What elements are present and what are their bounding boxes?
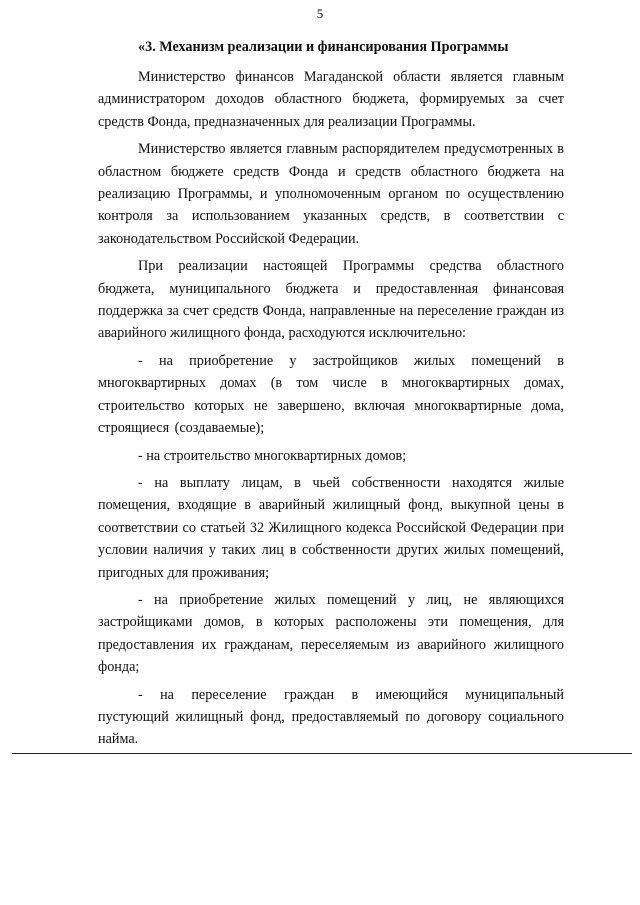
- list-item-purchase-from-developers: - на приобретение у застройщиков жилых помещений в многоквартирных домах (в том числе в многоквартирных домах, строительство которых не завершено, включая многоквартирные дома, строящиеся (создаваемые);: [98, 352, 564, 437]
- list-item-redemption-payment: - на выплату лицам, в чьей собственности находятся жилые помещения, входящие в аварийный жилищный фонд, выкупной цены в соответствии со статьей 32 Жилищного кодекса Российской Федерации при условии наличия у таких лиц в собственности других жилых помещений, пригодных для проживания;: [98, 474, 564, 581]
- section-body: [98, 66, 564, 751]
- list-item-construction: - на строительство многоквартирных домов;: [138, 447, 407, 464]
- page-number: 5: [316, 6, 324, 21]
- paragraph-chief-administrator: Министерство финансов Магаданской области является главным администратором доходов областного бюджета, формируемых за счет средств Фонда, предназначенных для реализации Программы.: [98, 69, 564, 130]
- list-item-purchase-from-individuals: - на приобретение жилых помещений у лиц, не являющихся застройщиками домов, в которых расположены эти помещения, для предоставления их гражданам, переселяемым из аварийного жилищного фонда;: [98, 591, 564, 676]
- paragraph-chief-distributor: Министерство является главным распорядителем предусмотренных в областном бюджете средств Фонда и средств областного бюджета на реализацию Программы, и уполномоченным органом по осуществлению контроля за использованием указанных средств, в соответствии с законодательством Российской Федерации.: [98, 141, 564, 247]
- list-item-resettlement-municipal-fund: - на переселение граждан в имеющийся муниципальный пустующий жилищный фонд, предоставляемый по договору социального найма.: [98, 686, 564, 748]
- section-heading: «3. Механизм реализации и финансирования Программы: [138, 39, 509, 55]
- paragraph-funds-usage-intro: При реализации настоящей Программы средства областного бюджета, муниципального бюджета и предоставленная финансовая поддержка за счет средств Фонда, направленные на переселение граждан из аварийного жилищного фонда, расходуются исключительно:: [98, 258, 564, 342]
- footer-divider: [12, 753, 632, 754]
